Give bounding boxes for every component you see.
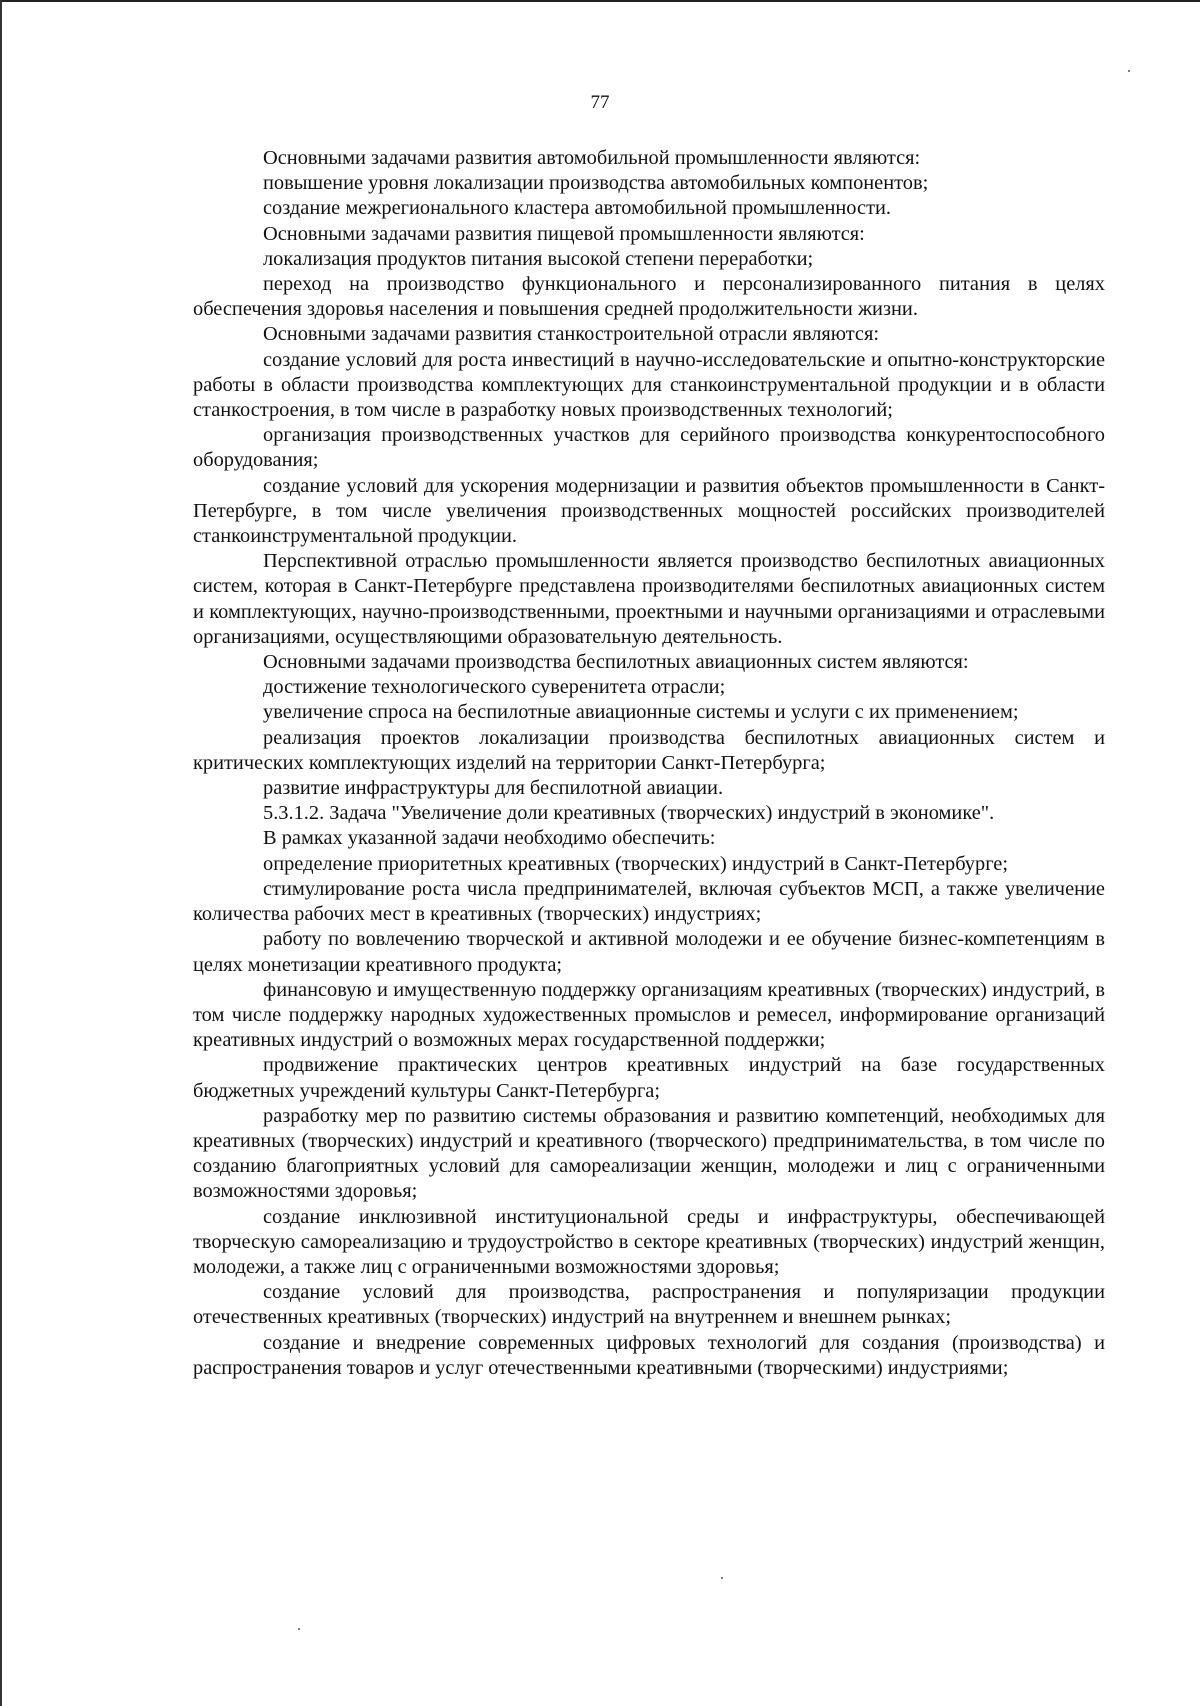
paragraph: локализация продуктов питания высокой степени переработки; [263,247,814,270]
paragraph: создание условий для ускорения модернизации и развития объектов промышленности в Санкт-Петербурге, в том числе увеличения производственных мощностей российских производителей станкоинструментальной продукции. [193,474,1105,548]
scan-border-left [0,0,2,1706]
paragraph: определение приоритетных креативных (творческих) индустрий в Санкт-Петербурге; [263,852,1009,875]
page-number: 77 [590,92,610,113]
paragraph: работу по вовлечению творческой и активной молодежи и ее обучение бизнес-компетенциям в целях монетизации креативного продукта; [193,928,1105,976]
paragraph: Основными задачами развития автомобильной промышленности являются: [263,147,921,169]
paragraph: создание и внедрение современных цифровых технологий для создания (производства) и распространения товаров и услуг отечественными креативными (творческими) индустриями; [193,1331,1105,1379]
paragraph: реализация проектов локализации производства беспилотных авиационных систем и критических комплектующих изделий на территории Санкт-Петербурга; [193,726,1105,774]
scan-speck [721,1577,723,1579]
paragraph: создание инклюзивной институциональной среды и инфраструктуры, обеспечивающей творческую самореализацию и трудоустройство в секторе креативных (творческих) индустрий женщин, молодежи, а также лиц с ограниченными возможностями здоровья; [193,1205,1105,1278]
paragraph: Основными задачами производства беспилотных авиационных систем являются: [263,651,969,674]
paragraph: создание условий для роста инвестиций в научно-исследовательские и опытно-конструкторские работы в области производства комплектующих для станкоинструментальной продукции и в области станкостроения, в том числе в разработку новых производственных технологий; [193,348,1105,422]
paragraph: стимулирование роста числа предпринимателей, включая субъектов МСП, а также увеличение количества рабочих мест в креативных (творческих) индустриях; [193,877,1105,926]
paragraph: увеличение спроса на беспилотные авиационные системы и услуги с их применением; [263,701,1019,724]
paragraph: 5.3.1.2. Задача "Увеличение доли креативных (творческих) индустрий в экономике". [263,802,995,825]
paragraph: продвижение практических центров креативных индустрий на базе государственных бюджетных учреждений культуры Санкт-Петербурга; [193,1054,1105,1102]
paragraph: переход на производство функционального и персонализированного питания в целях обеспечения здоровья населения и повышения средней продолжительности жизни. [193,273,1105,321]
paragraph: повышение уровня локализации производства автомобильных компонентов; [263,172,929,195]
paragraph: создание межрегионального кластера автомобильной промышленности. [263,197,891,220]
body-text [193,146,1105,1381]
paragraph: Перспективной отраслью промышленности является производство беспилотных авиационных систем, которая в Санкт-Петербурге представлена производителями беспилотных авиационных систем и комплектующих, научно-производственными, проектными и научными организациями и отраслевыми организациями, осуществляющими образовательную деятельность. [193,550,1105,648]
paragraph: создание условий для производства, распространения и популяризации продукции отечественных креативных (творческих) индустрий на внутреннем и внешнем рынках; [193,1281,1105,1329]
scan-speck [1128,70,1130,72]
paragraph: финансовую и имущественную поддержку организациям креативных (творческих) индустрий, в том числе поддержку народных художественных промыслов и ремесел, информирование организаций креативных индустрий о возможных мерах государственной поддержки; [193,978,1105,1052]
paragraph: В рамках указанной задачи необходимо обеспечить: [263,827,716,850]
paragraph: достижение технологического суверенитета отрасли; [263,676,726,699]
scan-border-top [0,0,1200,2]
paragraph: организация производственных участков для серийного производства конкурентоспособного оборудования; [193,424,1105,472]
paragraph: Основными задачами развития пищевой промышленности являются: [263,222,865,245]
paragraph: Основными задачами развития станкостроительной отрасли являются: [263,323,879,346]
paragraph: разработку мер по развитию системы образования и развитию компетенций, необходимых для креативных (творческих) индустрий и креативного (творческого) предпринимательства, в том числе по созданию благоприятных условий для самореализации женщин, молодежи и лиц с ограниченными возможностями здоровья; [193,1104,1105,1203]
paragraph: развитие инфраструктуры для беспилотной авиации. [263,777,724,800]
scan-speck [298,1628,300,1630]
